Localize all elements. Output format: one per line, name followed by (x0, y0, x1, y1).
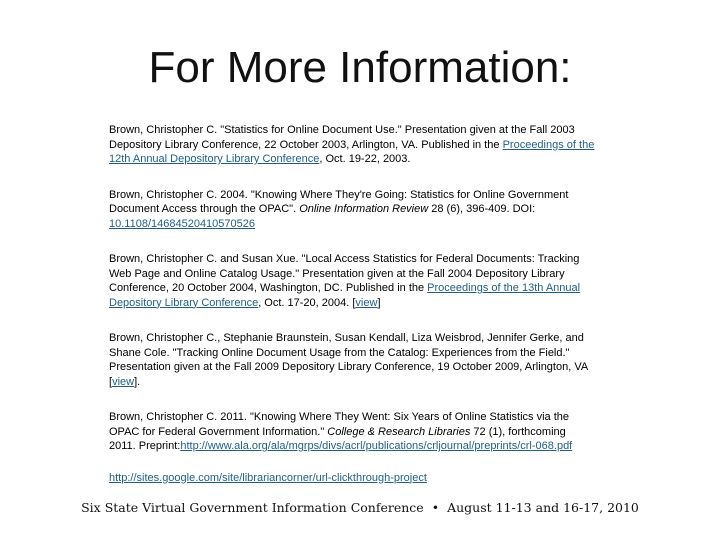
reference-item (109, 252, 595, 310)
reference-text: 72 (1), forthcoming 2011. Preprint: (109, 425, 566, 452)
reference-text: 28 (6), 396-409. DOI: (428, 203, 536, 215)
reference-list (109, 123, 595, 506)
journal-title: College & Research Libraries (327, 425, 471, 438)
reference-text: ]. (134, 375, 141, 388)
conference-dates: August 11-13 and 16-17, 2010 (447, 500, 639, 515)
reference-item (109, 471, 595, 486)
preprint-link[interactable]: http://www.ala.org/ala/mgrps/divs/acrl/publications/crljournal/preprints/crl-068.pdf (180, 440, 573, 452)
doi-link[interactable]: 10.1108/14684520410570526 (109, 217, 256, 230)
reference-text: , Oct. 17-20, 2004. [ (258, 296, 356, 309)
reference-text: ] (377, 296, 381, 309)
reference-item (109, 331, 595, 389)
clickthrough-project-link[interactable]: http://sites.google.com/site/librariancorner/url-clickthrough-project (109, 471, 427, 484)
reference-text: Brown, Christopher C., Stephanie Braunstein, Susan Kendall, Liza Weisbrod, Jennifer Gerke, and Shane Cole. "Tracking Online Document Usage from the Catalog: Experiences from the Field." Presentation given at the Fall 2009 Depository Library Conference, 19 October 2009, Arlington, VA [ (109, 332, 588, 388)
proceedings-13th-link[interactable]: Proceedings of the 13th Annual Depository Library Conference (109, 282, 581, 309)
reference-item (109, 410, 595, 454)
reference-text: Brown, Christopher C. 2004. "Knowing Where They're Going: Statistics for Online Government Document Access through the OPAC". (109, 188, 569, 215)
conference-name: Six State Virtual Government Information Conference (81, 500, 424, 515)
reference-text: Brown, Christopher C. and Susan Xue. "Local Access Statistics for Federal Documents: Tracking Web Page and Online Catalog Usage." Presentation given at the Fall 2004 Depository Library Conference, 20 October 2004, Washington, DC. Published in the (109, 253, 580, 294)
slide-title: For More Information: (148, 43, 572, 92)
reference-text: Brown, Christopher C. 2011. "Knowing Where They Went: Six Years of Online Statistics via the OPAC for Federal Government Information." (109, 411, 570, 438)
view-link[interactable]: view (112, 375, 135, 388)
journal-title: Online Information Review (299, 203, 429, 215)
reference-item (109, 188, 595, 232)
reference-text: Brown, Christopher C. "Statistics for Online Document Use." Presentation given at the Fall 2003 Depository Library Conference, 22 October 2003, Arlington, VA. Published in the (109, 124, 575, 151)
view-link[interactable]: view (355, 296, 378, 309)
bullet-separator: • (431, 500, 440, 515)
reference-item (109, 123, 595, 167)
proceedings-12th-link[interactable]: Proceedings of the 12th Annual Depository Library Conference (109, 138, 595, 165)
slide-footer (0, 499, 720, 517)
reference-text: , Oct. 19-22, 2003. (319, 153, 411, 165)
